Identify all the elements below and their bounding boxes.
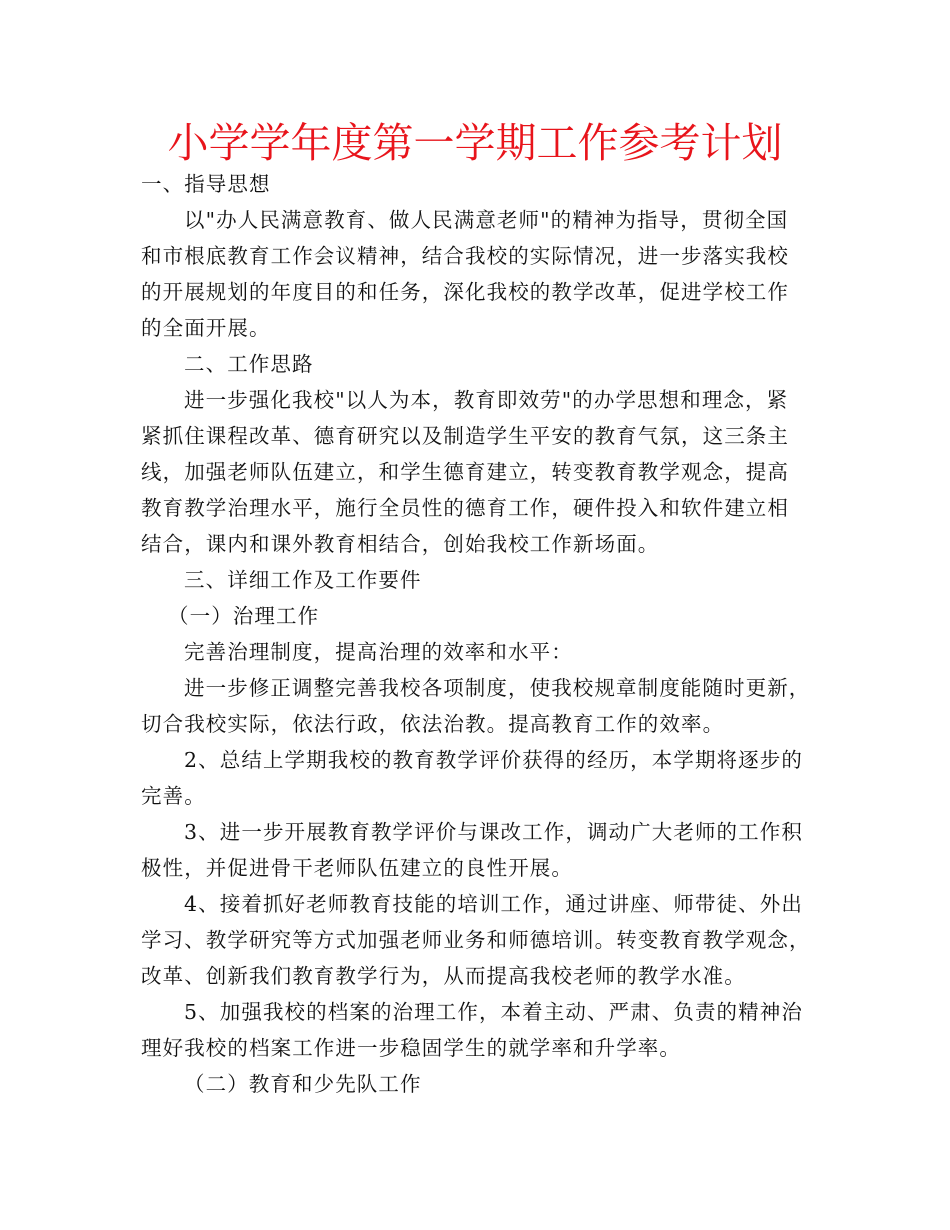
subsection-heading-2: （二）教育和少先队工作	[184, 1072, 422, 1096]
section-heading-3: 三、详细工作及工作要件	[184, 568, 422, 592]
paragraph-line: 教育教学治理水平，施行全员性的德育工作，硬件投入和软件建立相	[141, 496, 789, 520]
paragraph-line: 以"办人民满意教育、做人民满意老师"的精神为指导，贯彻全国	[184, 208, 789, 232]
document-body	[141, 166, 813, 1102]
list-item-2: 2、总结上学期我校的教育教学评价获得的经历，本学期将逐步的	[184, 748, 803, 772]
paragraph-line: 紧抓住课程改革、德育研究以及制造学生平安的教育气氛，这三条主	[141, 424, 789, 448]
paragraph-line: 进一步修正调整完善我校各项制度，使我校规章制度能随时更新，	[184, 676, 811, 700]
paragraph-line: 结合，课内和课外教育相结合，创始我校工作新场面。	[141, 532, 660, 556]
paragraph-line: 线，加强老师队伍建立，和学生德育建立，转变教育教学观念，提高	[141, 460, 789, 484]
paragraph-line: 进一步强化我校"以人为本，教育即效劳"的办学思想和理念，紧	[184, 388, 789, 412]
paragraph-line: 完善。	[141, 784, 206, 808]
paragraph-line: 改革、创新我们教育教学行为，从而提高我校老师的教学水准。	[141, 964, 746, 988]
paragraph-line: 学习、教学研究等方式加强老师业务和师德培训。转变教育教学观念，	[141, 928, 811, 952]
paragraph-line: 的全面开展。	[141, 316, 271, 340]
section-heading-1: 一、指导思想	[141, 172, 271, 196]
paragraph-line: 完善治理制度，提高治理的效率和水平：	[184, 640, 573, 664]
document-title: 小学学年度第一学期工作参考计划	[167, 119, 783, 167]
list-item-4: 4、接着抓好老师教育技能的培训工作，通过讲座、师带徒、外出	[184, 892, 803, 916]
paragraph-line: 理好我校的档案工作进一步稳固学生的就学率和升学率。	[141, 1036, 681, 1060]
list-item-5: 5、加强我校的档案的治理工作，本着主动、严肃、负责的精神治	[184, 1000, 803, 1024]
subsection-heading-1: （一）治理工作	[168, 604, 320, 628]
paragraph-line: 和市根底教育工作会议精神，结合我校的实际情况，进一步落实我校	[141, 244, 789, 268]
section-heading-2: 二、工作思路	[184, 352, 314, 376]
paragraph-line: 极性，并促进骨干老师队伍建立的良性开展。	[141, 856, 573, 880]
list-item-3: 3、进一步开展教育教学评价与课改工作，调动广大老师的工作积	[184, 820, 803, 844]
paragraph-line: 的开展规划的年度目的和任务，深化我校的教学改革，促进学校工作	[141, 280, 789, 304]
paragraph-line: 切合我校实际，依法行政，依法治教。提高教育工作的效率。	[141, 712, 725, 736]
